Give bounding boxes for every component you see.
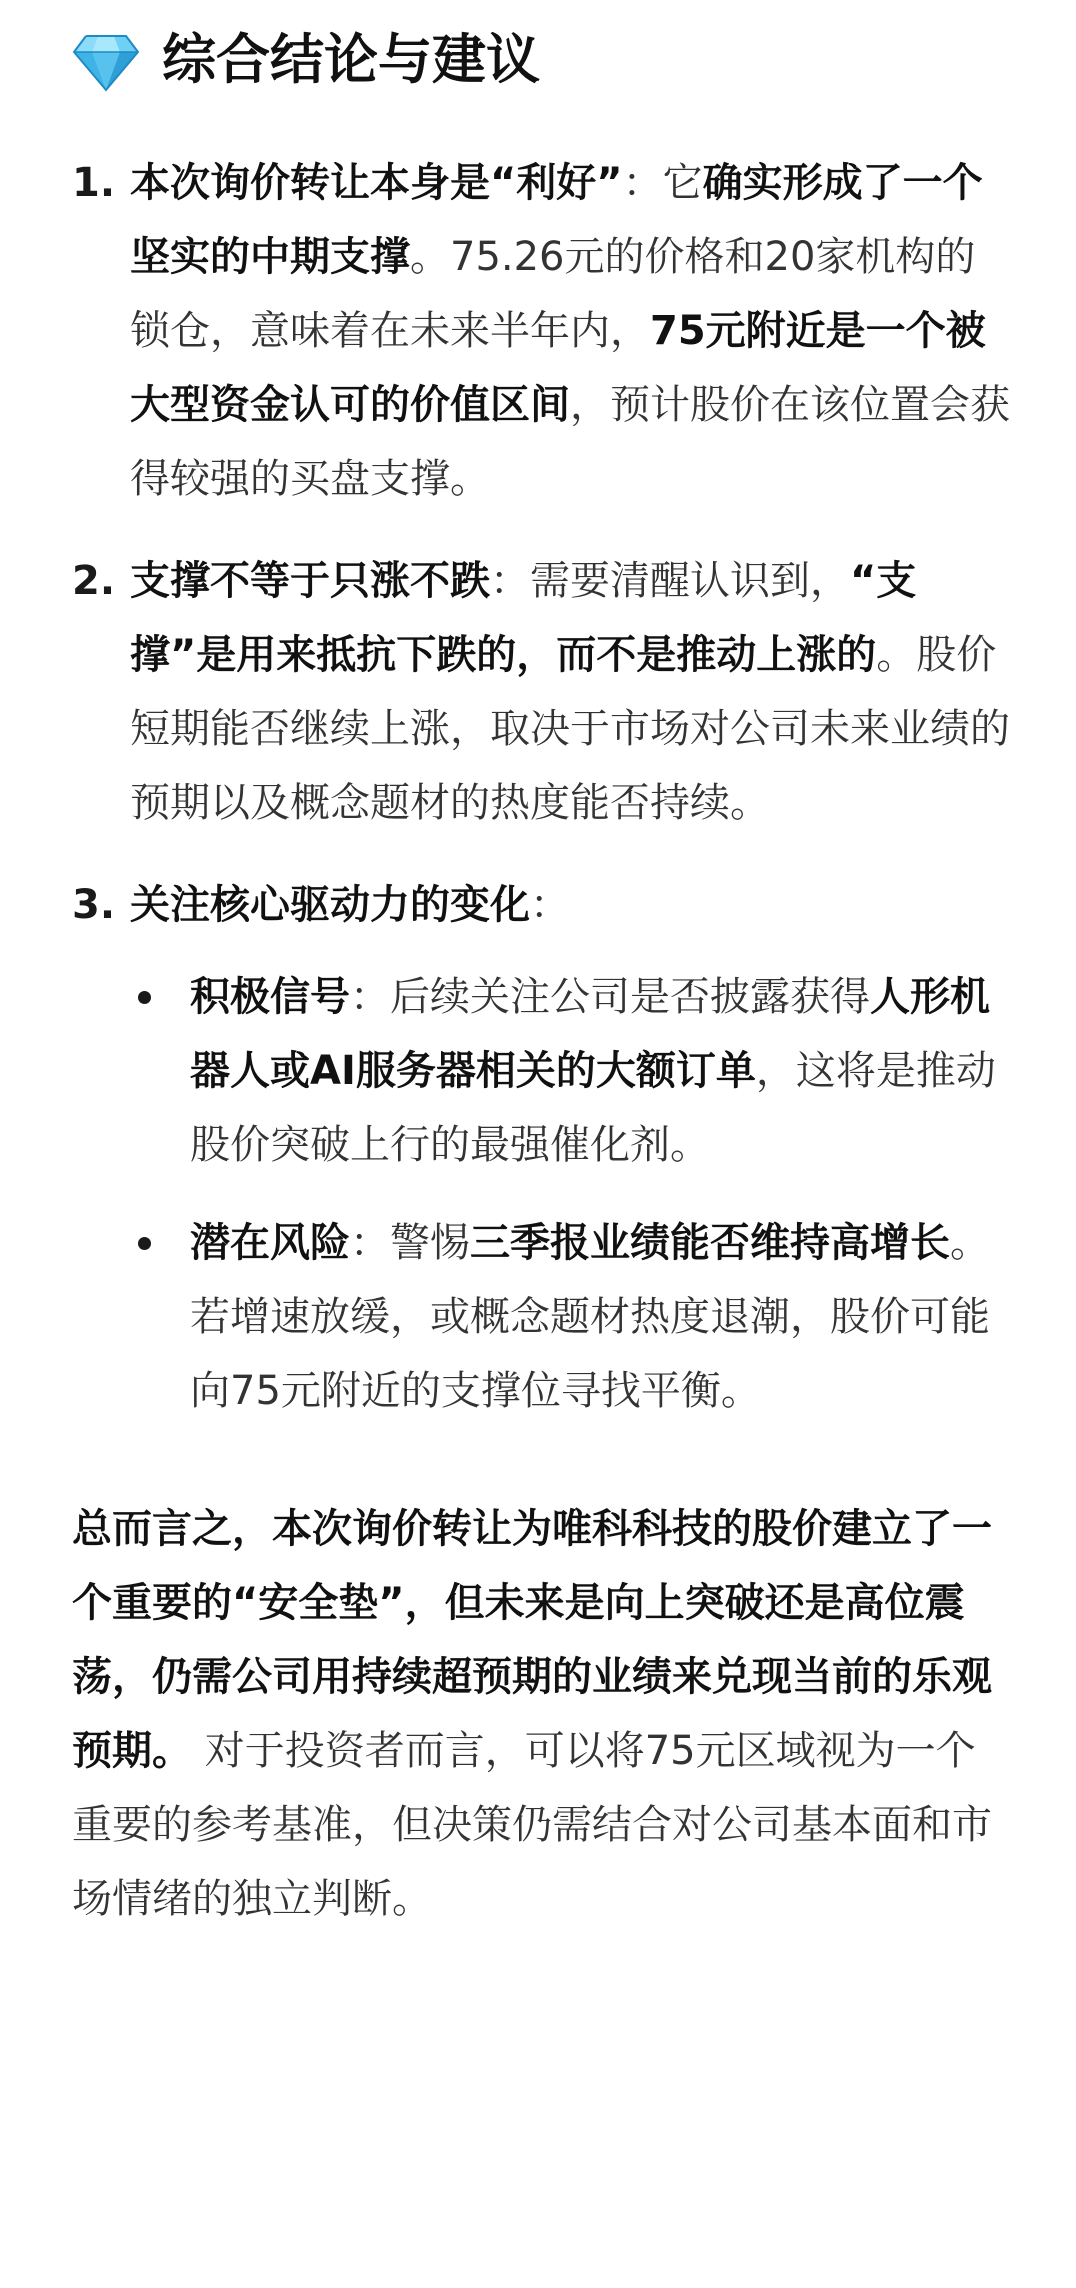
body-text: ，预计股价在该位置会获得较强的买盘支撑。 — [130, 382, 1010, 502]
body-text: ：警惕 — [350, 1220, 470, 1266]
bold-text: 支撑不等于只涨不跌 — [130, 558, 490, 604]
bold-text: 三季报业绩能否维持高增长 — [470, 1220, 950, 1266]
bold-text: 确实形成了一个坚实的中期支撑 — [130, 160, 983, 280]
bold-text: 潜在风险 — [190, 1220, 350, 1266]
heading-title: 综合结论与建议 — [162, 28, 540, 91]
sub-list-item-text — [190, 1206, 1012, 1428]
list-number: 3. — [72, 882, 116, 928]
body-text: ：后续关注公司是否披露获得 — [350, 974, 870, 1020]
body-text: 对于投资者而言，可以将75元区域视为一个重要的参考基准，但决策仍需结合对公司基本面和市场情绪的独立判断。 — [72, 1728, 992, 1922]
body-text: 。75.26元的价格和20家机构的锁仓，意味着在未来半年内， — [130, 234, 976, 354]
bold-text: 75元附近是一个被大型资金认可的价值区间 — [130, 308, 986, 428]
bold-text: 关注核心驱动力的变化 — [130, 882, 530, 928]
body-text: ：它 — [622, 160, 703, 206]
bullet-icon — [130, 960, 190, 1182]
sub-list-item — [130, 960, 1012, 1182]
bold-text: 人形机器人或AI服务器相关的大额订单 — [190, 974, 990, 1094]
list-item-text — [130, 146, 1012, 516]
bold-text: 本次询价转让本身是“利好” — [130, 160, 623, 206]
signal-list — [130, 960, 1012, 1428]
diamond-icon — [72, 26, 140, 94]
recommendation-list — [72, 146, 1012, 1452]
summary-paragraph — [72, 1492, 1012, 1936]
list-item — [72, 868, 1012, 1452]
body-text: 。股价短期能否继续上涨，取决于市场对公司未来业绩的预期以及概念题材的热度能否持续。 — [130, 632, 1010, 826]
list-number: 1. — [72, 160, 116, 206]
list-item-text — [130, 868, 1012, 1452]
list-item-text — [130, 544, 1012, 840]
body-text: ：需要清醒认识到， — [490, 558, 850, 604]
body-text: ，这将是推动股价突破上行的最强催化剂。 — [190, 1048, 996, 1168]
body-text: 。若增速放缓，或概念题材热度退潮，股价可能向75元附近的支撑位寻找平衡。 — [190, 1220, 990, 1414]
list-item — [72, 544, 1012, 840]
bullet-icon — [130, 1206, 190, 1428]
list-number: 2. — [72, 558, 116, 604]
sub-list-item-text — [190, 960, 1012, 1182]
sub-list-item — [130, 1206, 1012, 1428]
section-heading — [72, 22, 1012, 98]
bold-text: 积极信号 — [190, 974, 350, 1020]
body-text: ： — [530, 882, 570, 928]
list-item — [72, 146, 1012, 516]
bold-text: “支撑”是用来抵抗下跌的，而不是推动上涨的 — [130, 558, 917, 678]
bold-text: 总而言之，本次询价转让为唯科科技的股价建立了一个重要的“安全垫”，但未来是向上突破还是高位震荡，仍需公司用持续超预期的业绩来兑现当前的乐观预期。 — [72, 1506, 992, 1774]
